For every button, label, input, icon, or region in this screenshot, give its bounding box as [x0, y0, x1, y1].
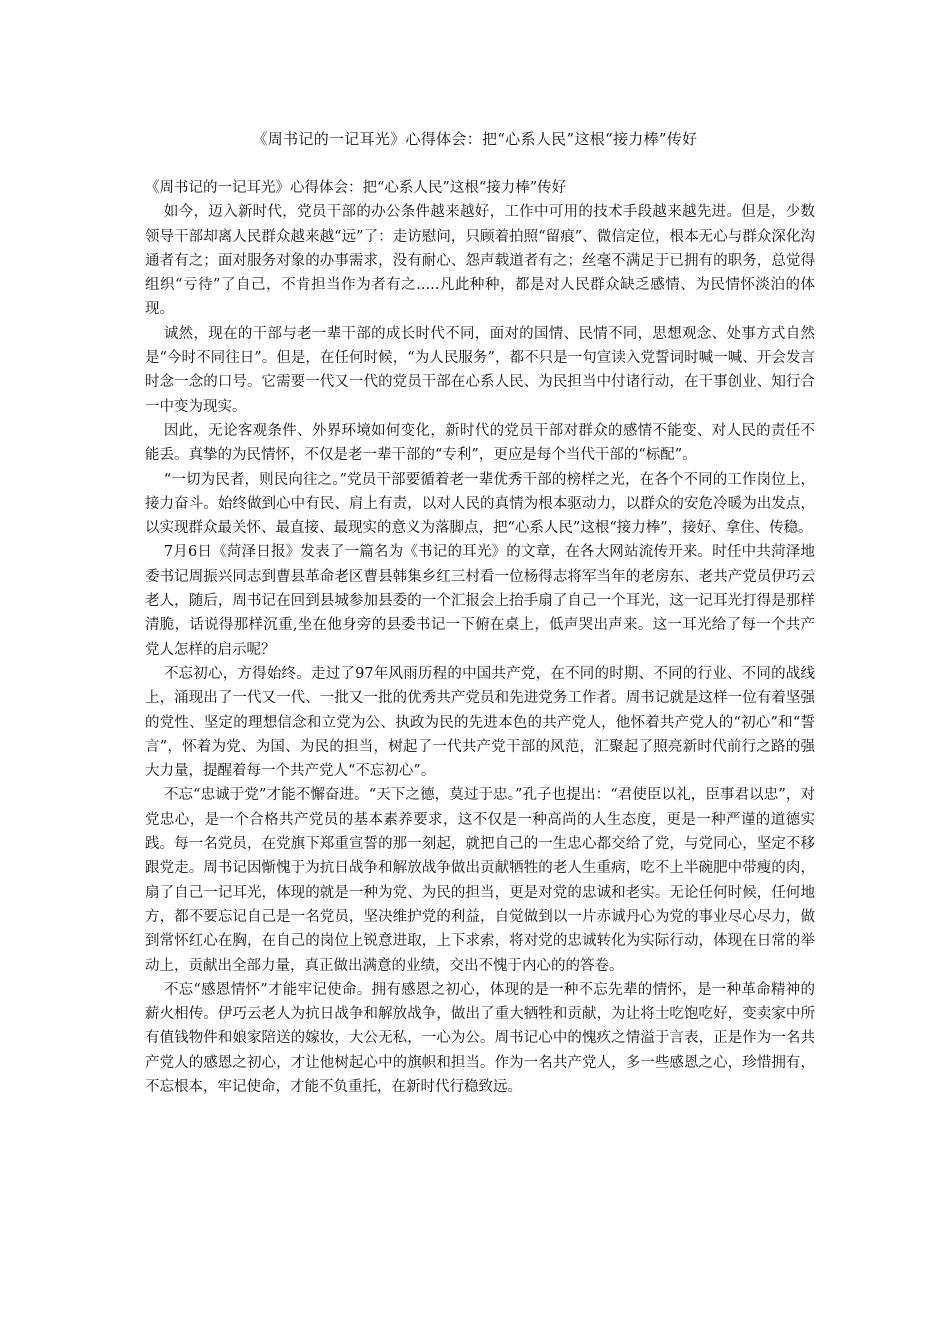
- document-subtitle: 《周书记的一记耳光》心得体会：把“心系人民”这根“接力棒”传好: [145, 180, 567, 196]
- paragraph: 不忘“忠诚于党”才能不懈奋进。“天下之德，莫过于忠。”孔子也提出：“君使臣以礼，臣事君以忠”，对党忠心，是一个合格共产党员的基本素养要求，这不仅是一种高尚的人生态度，更是一种严谨的道德实践。每一名党员，在党旗下郑重宣誓的那一刻起，就把自己的一生忠心都交给了党，与党同心，坚定不移跟党走。周书记因惭愧于为抗日战争和解放战争做出贡献牺牲的老人生重病，吃不上半碗肥中带瘦的肉，扇了自己一记耳光，体现的就是一种为党、为民的担当，更是对党的忠诚和老实。无论任何时候，任何地方，都不要忘记自己是一名党员，坚决维护党的利益，自觉做到以一片赤诚丹心为党的事业尽心尽力，做到常怀红心在胸，在自己的岗位上锐意进取，上下求索，将对党的忠诚转化为实际行动，体现在日常的举动上，贡献出全部力量，真正做出满意的业绩，交出不愧于内心的的答卷。: [145, 787, 815, 974]
- document-body: [145, 176, 815, 1099]
- paragraph: 如今，迈入新时代，党员干部的办公条件越来越好，工作中可用的技术手段越来越先进。但是，少数领导干部却离人民群众越来越“远”了：走访慰问，只顾着拍照“留痕”、微信定位，根本无心与群众深化沟通者有之；面对服务对象的办事需求，没有耐心、怨声载道者有之；丝毫不满足于已拥有的职务，总觉得组织“亏待”了自己，不肯担当作为者有之.....凡此种种，都是对人民群众缺乏感情、为民情怀淡泊的体现。: [145, 204, 815, 318]
- paragraph: 诚然，现在的干部与老一辈干部的成长时代不同，面对的国情、民情不同，思想观念、处事方式自然是“今时不同往日”。但是，在任何时候，“为人民服务”，都不只是一句宣读入党誓词时喊一喊、开会发言时念一念的口号。它需要一代又一代的党员干部在心系人民、为民担当中付诸行动，在干事创业、知行合一中变为现实。: [145, 325, 815, 415]
- document-title: 《周书记的一记耳光》心得体会：把“心系人民”这根“接力棒”传好: [252, 130, 698, 148]
- paragraph: 不忘初心，方得始终。走过了97年风雨历程的中国共产党，在不同的时期、不同的行业、不同的战线上，涌现出了一代又一代、一批又一批的优秀共产党员和先进党务工作者。周书记就是这样一位有着坚强的党性、坚定的理想信念和立党为公、执政为民的先进本色的共产党人，他怀着共产党人的“初心”和“誓言”，怀着为党、为国、为民的担当，树起了一代共产党干部的风范，汇聚起了照亮新时代前行之路的强大力量，提醒着每一个共产党人“不忘初心”。: [145, 665, 815, 780]
- paragraph: “一切为民者，则民向往之。”党员干部要循着老一辈优秀干部的榜样之光，在各个不同的工作岗位上，接力奋斗。始终做到心中有民、肩上有责，以对人民的真情为根本驱动力，以群众的安危冷暖为出发点，以实现群众最关怀、最直接、最现实的意义为落脚点，把“心系人民”这根“接力棒”，接好、拿住、传稳。: [145, 471, 815, 537]
- paragraph: 因此，无论客观条件、外界环境如何变化，新时代的党员干部对群众的感情不能变、对人民的责任不能丢。真挚的为民情怀，不仅是老一辈干部的“专利”，更应是每个当代干部的“标配”。: [145, 422, 815, 464]
- paragraph: 7月6日《菏泽日报》发表了一篇名为《书记的耳光》的文章，在各大网站流传开来。时任中共菏泽地委书记周振兴同志到曹县革命老区曹县韩集乡红三村看一位杨得志将军当年的老房东、老共产党员伊巧云老人，随后，周书记在回到县城参加县委的一个汇报会上抬手扇了自己一个耳光，这一记耳光打得是那样清脆，话说得那样沉重,坐在他身旁的县委书记一下俯在桌上，低声哭出声来。这一耳光给了每一个共产党人怎样的启示呢？: [145, 544, 815, 658]
- paragraph: 不忘“感恩情怀”才能牢记使命。拥有感恩之初心，体现的是一种不忘先辈的情怀，是一种革命精神的薪火相传。伊巧云老人为抗日战争和解放战争，做出了重大牺牲和贡献，为让将士吃饱吃好，变卖家中所有值钱物件和娘家陪送的嫁妆，大公无私，一心为公。周书记心中的愧疚之情溢于言表，正是作为一名共产党人的感恩之初心，才让他树起心中的旗帜和担当。作为一名共产党人，多一些感恩之心，珍惜拥有，不忘根本，牢记使命，才能不负重托，在新时代行稳致远。: [145, 981, 815, 1095]
